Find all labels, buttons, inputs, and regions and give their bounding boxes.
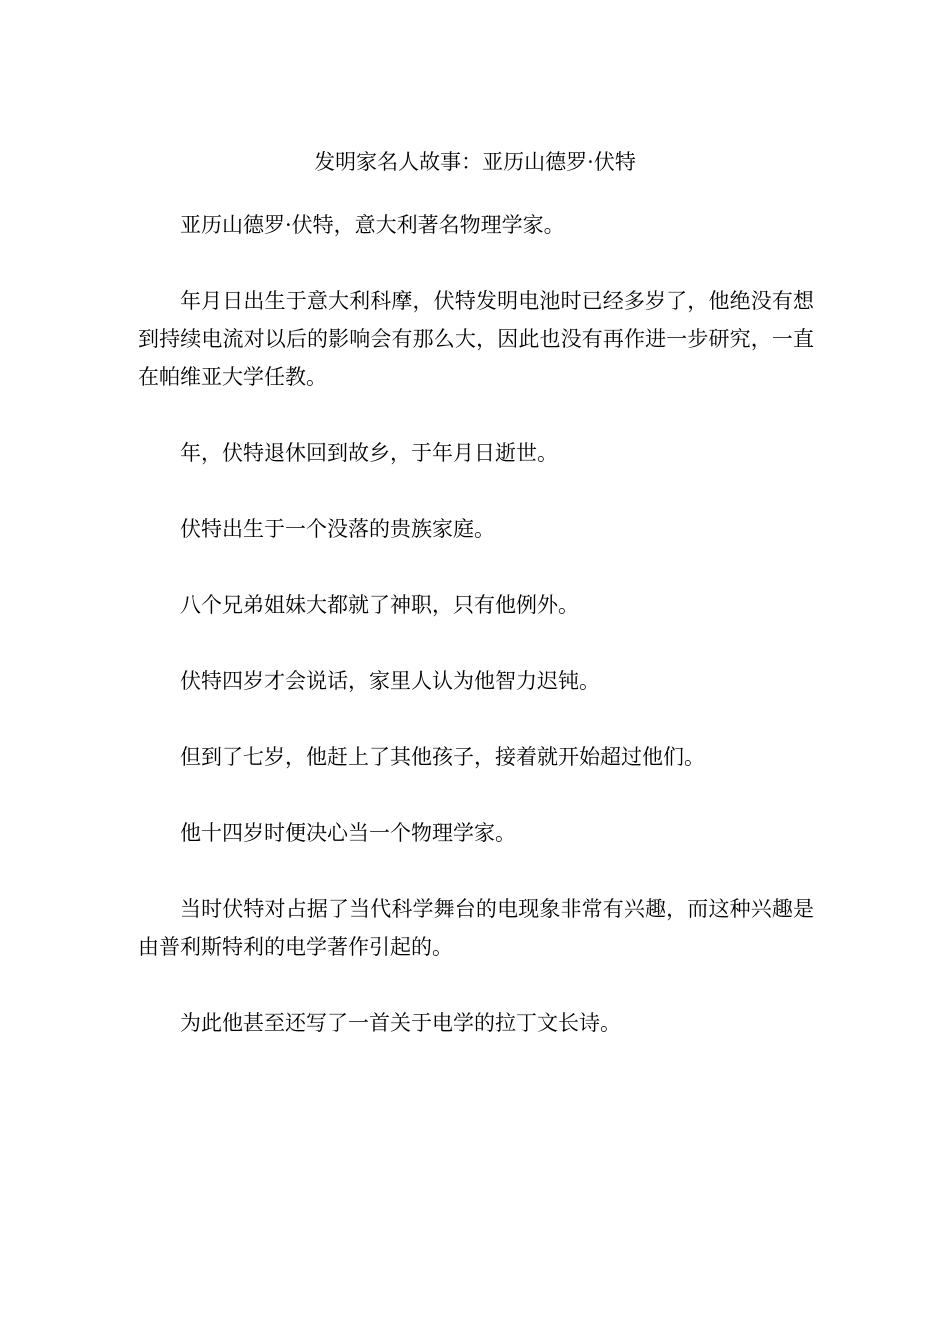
paragraph-4: 伏特出生于一个没落的贵族家庭。 [180,517,495,541]
paragraph-7: 但到了七岁，他赶上了其他孩子，接着就开始超过他们。 [180,745,705,769]
document-title: 发明家名人故事：亚历山德罗·伏特 [314,150,636,174]
paragraph-10: 为此他甚至还写了一首关于电学的拉丁文长诗。 [180,1011,621,1035]
paragraph-5: 八个兄弟姐妹大都就了神职，只有他例外。 [180,593,579,617]
paragraph-9: 当时伏特对占据了当代科学舞台的电现象非常有兴趣，而这种兴趣是由普利斯特利的电学著作引起的。 [138,897,814,959]
paragraph-6: 伏特四岁才会说话，家里人认为他智力迟钝。 [180,669,600,693]
paragraph-2: 年月日出生于意大利科摩，伏特发明电池时已经多岁了，他绝没有想到持续电流对以后的影响会有那么大，因此也没有再作进一步研究，一直在帕维亚大学任教。 [138,289,814,389]
document-body [138,206,814,1080]
paragraph-1: 亚历山德罗·伏特，意大利著名物理学家。 [180,213,565,237]
paragraph-8: 他十四岁时便决心当一个物理学家。 [180,821,516,845]
paragraph-3: 年，伏特退休回到故乡，于年月日逝世。 [180,441,558,465]
